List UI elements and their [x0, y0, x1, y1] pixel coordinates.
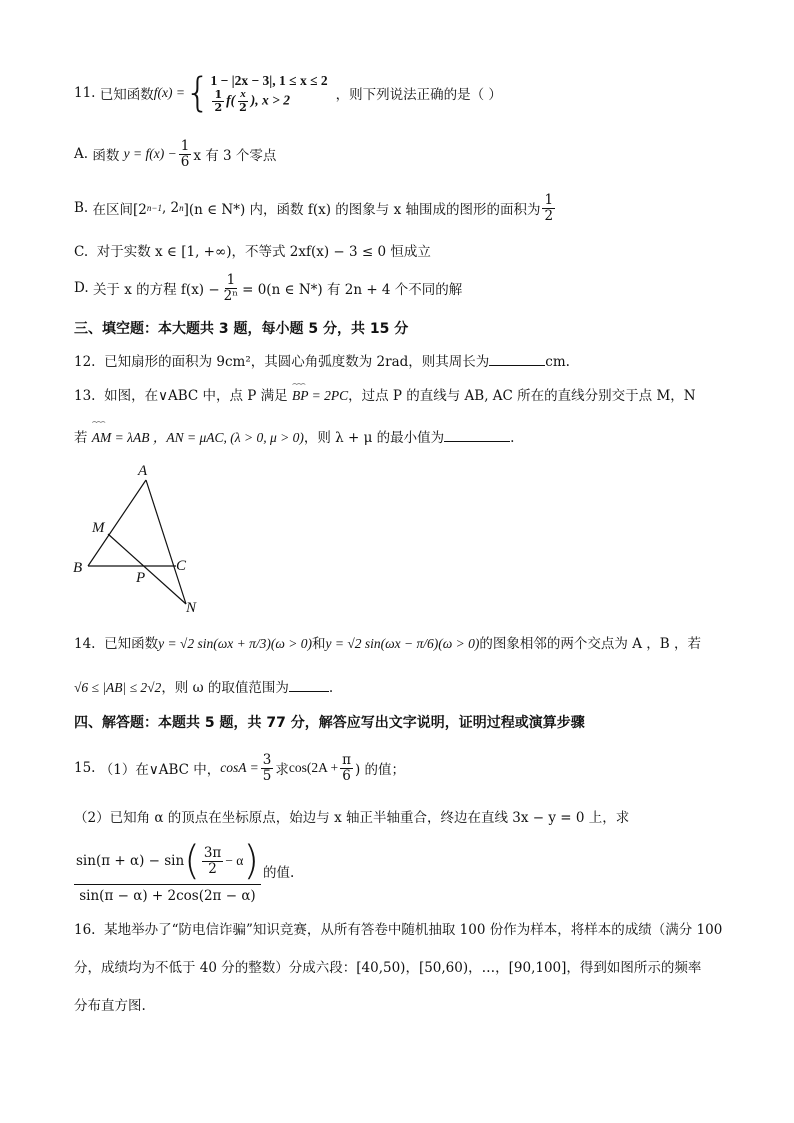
q13-line1-pre: 如图，在∨ABC 中，点 P 满足: [104, 388, 288, 404]
q11-d-text-pre: 关于 x 的方程 f(x) −: [92, 282, 220, 298]
q11-b-sup2: n: [179, 203, 184, 213]
q11-a-text-pre: 函数: [92, 148, 120, 164]
q11-b-text-pre: 在区间[2: [92, 202, 147, 218]
q11-option-c: [74, 240, 431, 260]
q11-case1: 1 − |2x − 3|, 1 ≤ x ≤ 2: [210, 72, 328, 88]
q15-frac-post: 的值.: [262, 865, 295, 881]
q13-line1: [74, 384, 696, 404]
q13-answer-blank[interactable]: [444, 429, 510, 442]
q12: [74, 350, 570, 370]
q11-number: 11.: [74, 85, 96, 101]
q11-option-d: [74, 268, 462, 308]
q15-p1-mid: 求: [275, 762, 289, 778]
q15-frac-num-b-num: 3π: [203, 845, 222, 862]
q14-func2: y = √2 sin(ωx − π/6)(ω > 0): [325, 636, 480, 651]
q15-p1-six: 6: [342, 767, 351, 784]
q13-line2-pre: 若: [74, 430, 88, 446]
q11-d-label: D.: [74, 280, 89, 296]
q15-p1-cos: cosA =: [220, 760, 259, 775]
label-a: A: [138, 463, 148, 479]
q11-d-frac-num: 1: [226, 272, 236, 289]
q13-line1-post: ，过点 P 的直线与 AB, AC 所在的直线分别交于点 M，N: [348, 388, 696, 404]
q11-stem: [74, 70, 502, 116]
q11-c-label: C.: [74, 244, 89, 260]
q14-number: 14.: [74, 636, 96, 652]
q11-b-label: B.: [74, 200, 89, 216]
q11-b-mid: , 2: [161, 200, 180, 216]
q15-frac-num-b-den: 2: [208, 860, 217, 877]
q13-number: 13.: [74, 388, 96, 404]
section-4-heading: 四、解答题：本题共 5 题，共 77 分，解答应写出文字说明，证明过程或演算步骤: [74, 715, 585, 731]
q11-b-sup1: n−1: [146, 203, 162, 213]
q14-and: 和: [312, 636, 326, 652]
q11-a-text-post: x 有 3 个零点: [193, 148, 277, 164]
q16-line1: [74, 918, 722, 938]
q14-line2-post: ，则 ω 的取值范围为: [161, 680, 289, 696]
q15-p1-pre: （1）在∨ABC 中，: [99, 762, 221, 778]
q16-number: 16.: [74, 922, 96, 938]
label-b: B: [73, 560, 83, 576]
q13-line2: [74, 426, 514, 446]
q11-case2-coef-den: 2: [214, 100, 223, 114]
section-3-heading: 三、填空题：本大题共 3 题，每小题 5 分，共 15 分: [74, 321, 409, 337]
q14-inequality: √6 ≤ |AB| ≤ 2√2: [74, 680, 162, 695]
q14-func1: y = √2 sin(ωx + π/3)(ω > 0): [158, 636, 312, 651]
q15-p1-post: ) 的值；: [354, 762, 406, 778]
q15-fraction-expression: sin(π + α) − sin ( $\frac{3\pi}{2}$ − α ) sin(π − α) + 2cos(2π − α) 的值.: [76, 838, 295, 904]
q11-f-lhs: f(x) =: [153, 85, 185, 100]
q14-line1-post: 的图象相邻的两个交点为 A ，B ，若: [479, 636, 701, 652]
q11-case2-tail: ), x > 2: [250, 92, 290, 108]
q15-part1: [74, 746, 405, 790]
q15-frac-den: sin(π − α) + 2cos(2π − α): [79, 888, 256, 904]
q16-line3: 分布直方图.: [74, 998, 146, 1014]
q15-p1-den: 5: [262, 767, 272, 784]
q13-vector-eq1: ⌢⌢⌢ BP = 2PC: [292, 388, 348, 404]
q15-part2: （2）已知角 α 的顶点在坐标原点，始边与 x 轴正半轴重合，终边在直线 3x − y = 0 上，求: [74, 810, 630, 826]
q15-number: 15.: [74, 760, 96, 776]
q11-a-label: A.: [74, 146, 89, 162]
q11-option-b: [74, 188, 557, 228]
q11-d-text-post: = 0(n ∈ N*) 有 2n + 4 个不同的解: [242, 282, 463, 298]
q14-answer-blank[interactable]: [289, 679, 329, 692]
label-n: N: [186, 600, 197, 616]
q15-frac-num-a: sin(π + α) − sin: [76, 853, 185, 869]
q11-case2-inner-den: 2: [239, 100, 247, 114]
q11-a-frac-den: 6: [180, 153, 190, 170]
q12-number: 12.: [74, 354, 96, 370]
q11-a-expr: y = f(x) −: [123, 146, 177, 161]
q15-p1-expr: cos(2A +: [288, 760, 339, 775]
q11-b-frac-num: 1: [544, 192, 554, 209]
q11-brace: {: [185, 70, 211, 116]
q14-line1-pre: 已知函数: [104, 636, 159, 652]
q11-a-frac-num: 1: [180, 138, 190, 155]
q13-vector-eq2: ⌢⌢⌢ AM = λAB ，AN = μAC, (λ > 0, μ > 0): [92, 426, 304, 446]
q12-answer-blank[interactable]: [489, 353, 545, 366]
q16-line1-text: 某地举办了“防电信诈骗”知识竞赛，从所有答卷中随机抽取 100 份作为样本，将样本的成绩（满分 100: [104, 922, 723, 938]
q15-p1-pi: π: [342, 752, 351, 769]
q11-b-frac-den: 2: [544, 207, 554, 224]
q15-frac-num-c: − α: [225, 853, 244, 868]
q15-p1-num: 3: [262, 752, 272, 769]
q11-c-text: 对于实数 x ∈ [1, +∞)，不等式 2xf(x) − 3 ≤ 0 恒成立: [96, 244, 431, 260]
q16-line2: 分，成绩均为不低于 40 分的整数）分成六段：[40,50)，[50,60)，…，[90,100]，得到如图所示的频率: [74, 960, 702, 976]
label-m: M: [92, 520, 105, 536]
q11-d-frac-den: 2ⁿ: [223, 287, 239, 304]
q13-line2-end: .: [510, 430, 515, 446]
q11-option-a: [74, 134, 276, 174]
q12-text-post: cm.: [545, 354, 570, 370]
q11-case2-body: f(: [226, 92, 236, 108]
q13-line2-post: ，则 λ + μ 的最小值为: [303, 430, 445, 446]
q11-b-text: ](n ∈ N*) 内，函数 f(x) 的图象与 x 轴围成的图形的面积为: [183, 202, 541, 218]
q11-case2-coef: 1: [214, 88, 223, 102]
q12-text-pre: 已知扇形的面积为 9cm²，其圆心角弧度数为 2rad，则其周长为: [104, 354, 490, 370]
q14-line2-end: .: [328, 680, 334, 696]
label-c: C: [176, 558, 187, 574]
q11-case2-inner-num: x: [240, 88, 246, 101]
q13-triangle-figure: [70, 458, 210, 618]
q14-line2: [74, 676, 333, 696]
label-p: P: [136, 570, 146, 586]
q11-stem-post: ，则下列说法正确的是（ ）: [335, 87, 502, 103]
q14-line1: [74, 632, 701, 652]
q11-stem-pre: 已知函数: [99, 87, 154, 103]
